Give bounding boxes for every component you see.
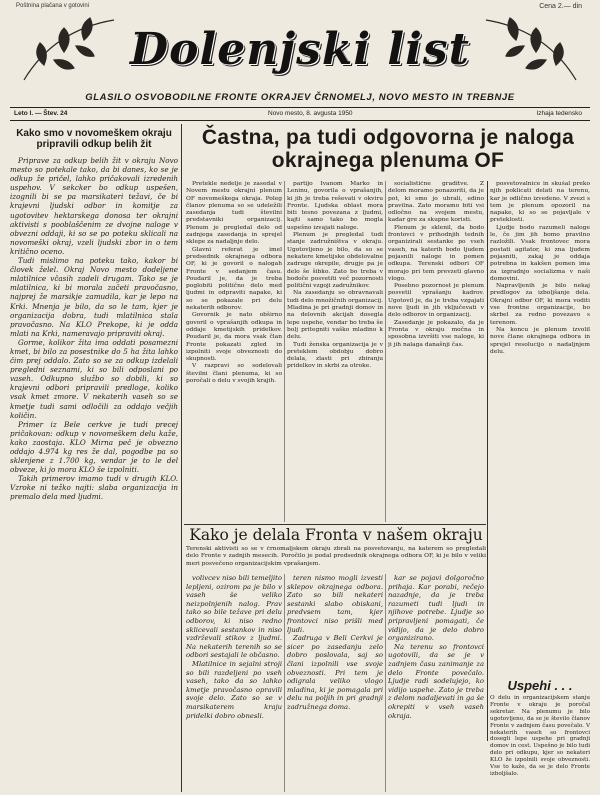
column-divider [385, 181, 386, 522]
paragraph: Priprave za odkup belih žit v okraju Novo mesto so potekale tako, da bi danes, ko se je odkup že pričel, lahko pričakovali izredenih uspehov. V sekcker bo odkup uspešen, izognili bi se pa marsikateri težavi, če bi krajevni ljudski odbor in komitje za ugotovitev hektarskega donosa ter okrajni aktivisti s pooblaščenim ze dvojne naloge v obvezni oddaji, ki so se po poteku sklicali na novomeški okraj, vzeli ljudski zbor in o tem kritično oceno. [10, 156, 178, 256]
issue-number: Leto I. — Štev. 24 [14, 110, 68, 117]
column-divider [284, 181, 285, 522]
left-article-headline: Kako smo v novomeškem okraju pripravili odkup belih žit [16, 128, 172, 150]
left-article [10, 124, 178, 792]
main-article-column-2 [287, 181, 383, 522]
intro-text: Terenski aktivisti so se v črnomaljskem okraju zbrali na posvetovanju, na katerem so pregledali delo Fronte v zadnjih mesecih. Poročilo je podal predsednik okrajnega odbora OF, ki je bilo v veliki meri posvečeno organizacijskim vprašanjem. [186, 546, 486, 567]
main-article-column-3 [388, 181, 484, 522]
paragraph: Primer iz Bele cerkve je tudi precej pričakovan: odkup v novomeškem delu kaže, kako zaostaja. KLO Mirna peč je obvezno oddajo 4.974 kg res že dal, pogodbe pa so sklenjene z 1.700 kg, vendar je to le del obveze, ki jo mora KLO še izpolniti. [10, 419, 178, 475]
second-article-headline: Kako je delala Fronta v našem okraju [189, 526, 483, 544]
left-article-body [10, 156, 178, 502]
paragraph: kar se pojavi dolgoročno prihaja. Kar porabi, rečejo nazadnje, da je treba razumeti tudi ljudi in njihove potrebe. Ljudje so pripravljeni pomagati, če vidijo, da je delo dobro organizirano. [388, 574, 484, 643]
paragraph: Glavni referat je imel predsednik okrajnega odbora OF, ki je govoril o nalogah Fronte v sedanjem času. Poudaril je, da je treba poglobiti politično delo med ljudmi in odpraviti napake, ki so se pokazale pri delu nekaterih odborov. [186, 246, 282, 312]
paragraph: Na terenu so frontovci ugotovili, da se je v zadnjem času zanimanje za delo Fronte povečalo. Ljudje radi sodelujejo, ko vidijo uspehe. Zato je treba z delom nadaljevati in ga še okrepiti v vseh vaseh okraja. [388, 642, 484, 720]
issue-date: Novo mesto, 8. avgusta 1950 [268, 110, 353, 117]
second-article-column-2 [287, 574, 383, 792]
paragraph: Ljudje bodo razumeli naloge le, če jim jih bomo pravilno razložili. Vsak frontovec mora postati agitator, ki zna ljudem pojasniti, zakaj je oddaja potrebna in kakšen pomen ima za izgradnjo socializma v naši domovini. [490, 224, 590, 282]
main-article-headline: Častna, pa tudi odgovorna je naloga okrajnega plenuma OF [201, 126, 575, 172]
paragraph: Tudi ženska organizacija je v preteklem obdobju dobro delala, zlasti pri zbiranju pridelkov in skrbi za otroke. [287, 341, 383, 370]
header-rule-bottom [10, 120, 590, 121]
paragraph: Posebno pozornost je plenum posvetil vprašanju kadrov. Ugotovil je, da je treba vzgajati nove ljudi in jih vključevati v delo odborov in organizacij. [388, 283, 484, 319]
paragraph: Napravljenih je bilo nekaj predlogov za izboljšanje dela. Okrajni odbor OF, ki mora voditi vse frontne organizacije, bo skrbel za redno povezavo s terenom. [490, 283, 590, 326]
paragraph: Tudi mislimo na poteku tako, kakor bi človek želel. Okraj Novo mesto dodeljene mlatilnice včasih zadeli drugam. Tako se je mlatilnica, ki bi morala začeti pravočasno, najprej že marsikje zamudila, kar je lepo na Krki. Mnenja je bilo, da so le tam, kjer je organizacija dobra, tudi mlatilnica stala pravočasno. Na KLO Prekope, ki je odda mlati na Krki, nameravajo pripraviti okraj. [10, 256, 178, 338]
paragraph: Pretekle nedelje je zasedal v Novem mestu okrajni plenum OF novomeškega okraja. Poleg članov plenuma so se udeležili zasedanja tudi številni predstavniki organizacij. Plenum je pregledal delo od zadnjega zasedanja in sprejel sklepe za nadaljnje delo. [186, 181, 282, 246]
paragraph: Zadruga v Beli Cerkvi je sicer po zasedanju zelo dobro poslovala, saj so člani izpolnili vse svoje obveznosti. Pri tem je odigrala veliko vlogo mladina, ki je pomagala pri delu na poljih in pri gradnji zadružnega doma. [287, 634, 383, 711]
paragraph: teren nismo mogli izvesti sklepov okrajnega odbora. Zato so bili nekateri sestanki slabo obiskani, predvsem tam, kjer frontovci niso prišli med ljudi. [287, 574, 383, 634]
paragraph: Gorme, kolikor žita ima oddati posamezni kmet, bi bilo za posestnike do 5 ha žita lahko čim prej oddalo. Zato so se za odkup izdelali pregledni seznami, ki so bili odposlani po vaseh. Odkupno službo so dobili, ki so krajevni odbori pripravili predloge, koliko vsak kmet zmore. V nekaterih vaseh so se kmetje tudi sami odločili za oddajo večjih količin. [10, 337, 178, 420]
paragraph: Takih primerov imamo tudi v drugih KLO. Vzroke ni težko najti: slaba organizacija in premalo dela med ljudmi. [10, 474, 178, 502]
column-divider [487, 181, 488, 741]
paragraph: Na koncu je plenum izvolil nove člane okrajnega odbora in sprejel resolucijo o nadaljnjem delu. [490, 326, 590, 355]
paragraph: Govornik je nato obširno govoril o vprašanjih odkupa in oddaje kmetijskih pridelkov. Poudaril je, da mora vsak član Fronte pokazati zgled in izpolniti svoje obveznosti do skupnosti. [186, 312, 282, 363]
masthead-subtitle: GLASILO OSVOBODILNE FRONTE OKRAJEV ČRNOMELJ, NOVO MESTO IN TREBNJE [85, 92, 515, 103]
masthead-title: Dolenjski list [130, 24, 470, 75]
second-article-intro [186, 546, 486, 570]
paragraph: posvetovalnice in skušal preko njih poklicati delati na terenu, kar je odlično izvedeno. V zvezi s tem je plenum opozoril na napake, ki so se pojavljale v preteklosti. [490, 181, 590, 224]
uspehi-article [490, 695, 590, 790]
uspehi-text: O delu in organizacijskem stanju Fronte v okraju je poročal sekretar. Na plenumu je bilo ugotovljeno, da se je število članov Fronte v zadnjem času povečalo. V nekaterih vaseh so frontovci dosegli lepe uspehe pri gradnji domov in cest. Uspešno je bilo tudi delo pri odkupu, kjer so nekateri KLO že izpolnili svoje obveznosti. Vse to kaže, da se je delo Fronte izboljšalo. [490, 695, 590, 777]
paragraph: Plenum je pregledal tudi stanje zadružništva v okraju. Ugotovljeno je bilo, da so se nekatere kmetijske obdelovalne zadruge okrepile, drugje pa je delo še šibko. Zato bo treba v bodoče posvetiti več pozornosti politični vzgoji zadružnikov. [287, 232, 383, 290]
section-rule [184, 524, 486, 525]
second-article-column-1 [186, 574, 282, 792]
postal-note: Poštnina plačana v gotovini [16, 3, 90, 9]
column-divider [385, 574, 386, 792]
paragraph: V razpravi so sodelovali številni člani plenuma, ki so poročali o delu v svojih krajih. [186, 363, 282, 385]
second-article-column-3 [388, 574, 484, 792]
header-rule-top [10, 107, 590, 108]
paragraph: Plenum je sklenil, da bodo frontovci v prihodnjih tednih organizirali sestanke po vseh vaseh, na katerih bodo ljudem pojasnili naloge in pomen odkupa. Terenski odbori OF morajo pri tem prevzeti glavno vlogo. [388, 224, 484, 282]
price-label: Cena 2.— din [539, 3, 582, 10]
paragraph: Mlatilnice in sejalni stroji so bili razdeljeni po vseh vaseh, tako da so lahko kmetje pravočasno opravili svoje delo. Zato so se v marsikaterem kraju pridelki dobro obnesli. [186, 659, 282, 720]
issue-frequency: Izhaja tedensko [536, 110, 582, 117]
column-divider [284, 574, 285, 792]
main-article-column-4 [490, 181, 590, 521]
uspehi-headline: Uspehi . . . [507, 678, 573, 693]
main-article-column-1 [186, 181, 282, 522]
paragraph: socialistične graditve. Z delom moramo ponazoriti, da je pot, ki smo jo ubrali, edino pravilna. Zato moramo biti vsi odločno na svojem mestu, kadar gre za skupne koristi. [388, 181, 484, 224]
paragraph: Zasedanje je pokazalo, da je Fronta v okraju močna in sposobna izvršiti vse naloge, ki ji jih nalaga današnji čas. [388, 319, 484, 348]
paragraph: volivcev niso bili temeljito lepljeni, ozirom pa je bilo v vaseh še veliko neizpolnjenih nalog. Prav tako so bile težave pri delu odborov, ki niso redno sklicevali sestankov in niso vzdrževali stikov z ljudmi. Na nekaterih terenih so se odbori sestajali le občasno. [186, 574, 282, 660]
paragraph: partijo Ivanom Marko in Leninu, govorila o vprašanjih, ki jih je treba reševati v okviru Fronte. Ljudska oblast mora biti tesno povezana z ljudmi, kajti samo tako bo mogla uspešno izvajati naloge. [287, 181, 383, 231]
paragraph: Na zasedanju so obravnavali tudi delo množičnih organizacij. Mladina je pri gradnji domov in na delovnih akcijah dosegla lepe uspehe, vendar bo treba še bolj pritegniti vaško mladino k delu. [287, 290, 383, 341]
column-divider [181, 124, 182, 792]
